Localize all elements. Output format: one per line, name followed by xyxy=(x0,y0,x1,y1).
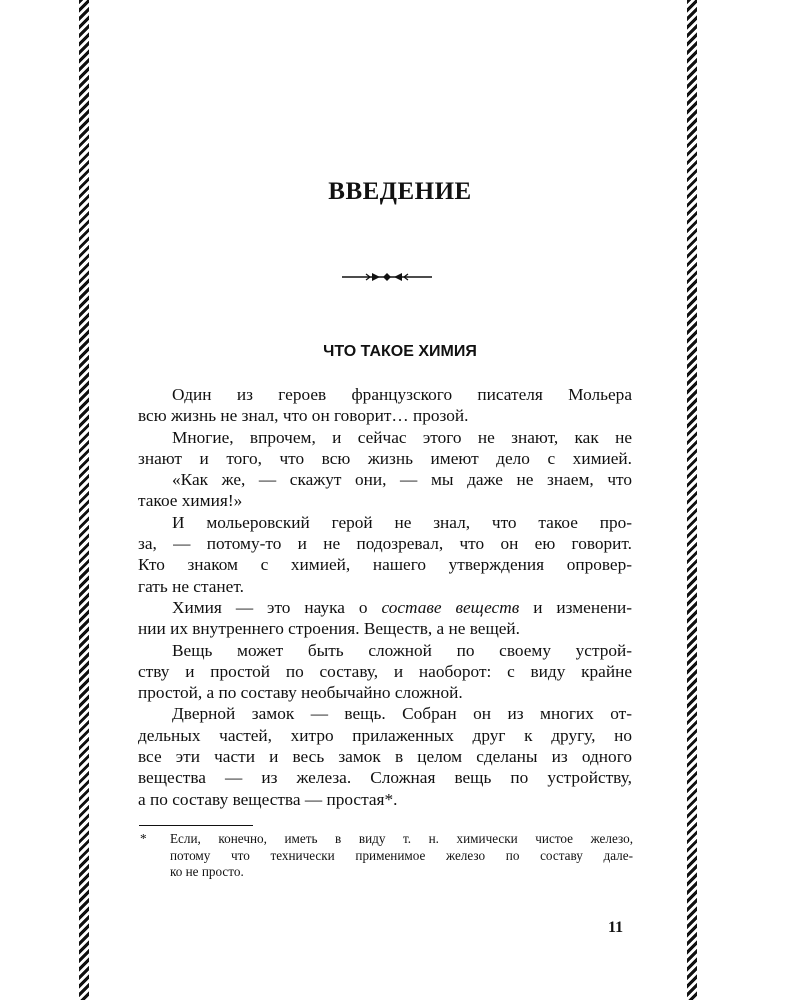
decorative-border-left xyxy=(79,0,89,1000)
page-number: 11 xyxy=(608,919,624,936)
footnote-divider xyxy=(139,825,253,826)
text-segment: Химия — это наука о xyxy=(172,597,368,617)
text-line: все эти части и весь замок в целом сделаны из одного xyxy=(138,747,632,767)
emphasis-text: составе веществ xyxy=(381,597,520,617)
text-line: Один из героев французского писателя Мольера xyxy=(172,385,632,404)
decorative-border-right xyxy=(687,0,697,1000)
text-line: такое химия!» xyxy=(138,491,243,511)
chapter-title: ВВЕДЕНИЕ xyxy=(328,178,472,205)
text-line: за, — потому-то и не подозревал, что он ею говорит. xyxy=(138,534,632,554)
footnote-line: потому что технически применимое железо по составу дале- xyxy=(170,847,633,863)
text-line: Многие, впрочем, и сейчас этого не знают, как не xyxy=(172,427,632,447)
text-line: Дверной замок — вещь. Собран он из многих от- xyxy=(172,704,632,724)
footnote-text xyxy=(170,831,633,881)
text-line: Кто знаком с химией, нашего утверждения опровер- xyxy=(138,555,632,575)
text-line: гать не станет. xyxy=(138,576,244,596)
text-line: ству и простой по составу, и наоборот: с виду крайне xyxy=(138,661,632,681)
text-line: Вещь может быть сложной по своему устрой- xyxy=(172,640,632,660)
footnote-line: Если, конечно, иметь в виду т. н. химически чистое железо, xyxy=(170,831,633,846)
text-line: «Как же, — скажут они, — мы даже не знаем, что xyxy=(172,470,632,490)
text-line xyxy=(138,597,632,618)
text-segment: и изменени- xyxy=(533,597,632,617)
footnote-line: ко не просто. xyxy=(170,864,244,879)
body-text xyxy=(138,384,632,810)
footnote-marker: * xyxy=(140,831,147,846)
ornament-divider-icon xyxy=(342,269,432,285)
section-title: ЧТО ТАКОЕ ХИМИЯ xyxy=(323,343,477,360)
text-line: И мольеровский герой не знал, что такое про- xyxy=(172,512,632,532)
text-line: а по составу вещества — простая*. xyxy=(138,789,398,809)
text-line: нии их внутреннего строения. Веществ, а не вещей. xyxy=(138,619,520,639)
text-line: дельных частей, хитро прилаженных друг к другу, но xyxy=(138,725,632,745)
text-line: простой, а по составу необычайно сложной. xyxy=(138,683,463,703)
text-line: всю жизнь не знал, что он говорит… прозой. xyxy=(138,406,469,426)
text-line: вещества — из железа. Сложная вещь по устройству, xyxy=(138,768,632,788)
text-line: знают и того, что всю жизнь имеют дело с химией. xyxy=(138,448,632,468)
